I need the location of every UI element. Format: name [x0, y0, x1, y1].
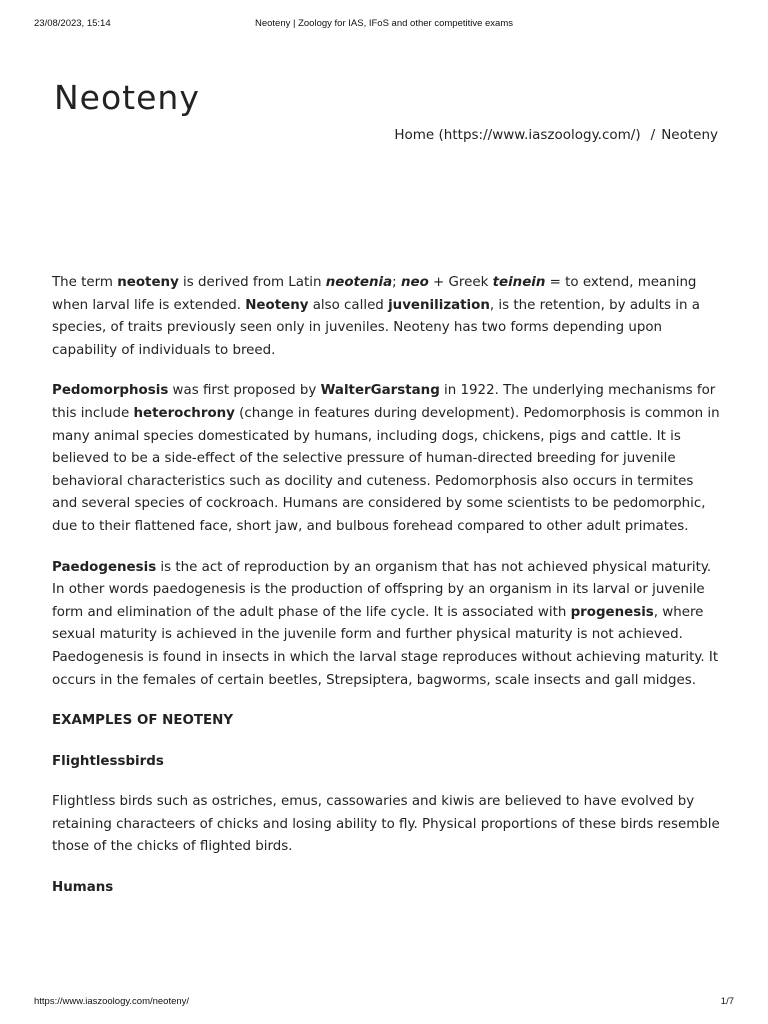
print-url: https://www.iaszoology.com/neoteny/: [34, 996, 190, 1007]
breadcrumb-separator: /: [650, 127, 656, 143]
term-juvenilization: juvenilization: [388, 297, 490, 313]
paragraph-paedogenesis: [52, 557, 722, 693]
term-pedomorphosis: Pedomorphosis: [52, 383, 169, 399]
paragraph-neoteny-definition: [52, 272, 722, 362]
text: The term: [52, 275, 118, 290]
text: (change in features during development). Pedomorphosis is common in many animal species domesticated by humans, including dogs, chickens, pigs and cattle. It is believed to be a side-effect of the selective pressure of human-directed breeding for juvenile behavioral characteristics such as docility and cuteness. Pedomorphosis also occurs in termites and several species of cockroach. Humans are considered by some scientists to be pedomorphic, due to their flattened face, short jaw, and bulbous forehead compared to other adult primates.: [52, 405, 720, 534]
term-paedogenesis: Paedogenesis: [52, 559, 157, 575]
paragraph-flightless-birds: Flightless birds such as ostriches, emus, cassowaries and kiwis are believed to have evolved by retaining characteers of chicks and losing ability to fly. Physical proportions of these birds resemble those of the chicks of flighted birds.: [52, 794, 720, 855]
page-title: Neoteny: [54, 78, 200, 117]
term-neotenia: neotenia: [325, 275, 393, 290]
term-heterochrony: heterochrony: [133, 405, 235, 421]
heading-flightless-birds: Flightlessbirds: [52, 753, 164, 769]
print-footer: [34, 996, 734, 1007]
breadcrumb: [394, 127, 718, 143]
paragraph-pedomorphosis: [52, 380, 722, 538]
article-content: [52, 272, 722, 918]
print-timestamp: 23/08/2023, 15:14: [34, 18, 111, 29]
text: ;: [392, 275, 401, 290]
breadcrumb-home-link[interactable]: Home (https://www.iaszoology.com/): [394, 127, 641, 143]
term-progenesis: progenesis: [570, 604, 654, 620]
text: also called: [308, 297, 389, 313]
print-document-title: Neoteny | Zoology for IAS, IFoS and other competitive exams: [254, 18, 514, 29]
text: was first proposed by: [168, 383, 321, 399]
term-walter-garstang: WalterGarstang: [320, 383, 440, 399]
text: is the act of reproduction by an organism that has not achieved physical maturity. In other words paedogenesis is the production of offspring by an organism in its larval or juvenile form and elimination of the adult phase of the life cycle. It is associated with: [52, 559, 712, 620]
print-page-number: 1/7: [720, 996, 734, 1007]
term-neoteny-2: Neoteny: [245, 297, 309, 313]
term-teinein: teinein: [492, 275, 546, 290]
text: is derived from Latin: [178, 275, 326, 290]
text: in 1922. The underlying mechanisms for this include: [52, 383, 716, 421]
text: , where sexual maturity is achieved in the juvenile form and further physical maturity is not achieved. Paedogenesis is found in insects in which the larval stage reproduces without achieving maturity. It occurs in the females of certain beetles, Strepsiptera, bagworms, scale insects and gall midges.: [52, 604, 719, 688]
text: , is the retention, by adults in a species, of traits previously seen only in juveniles. Neoteny has two forms depending upon capability of individuals to breed.: [52, 297, 700, 358]
term-neo: neo: [400, 275, 429, 290]
term-neoteny: neoteny: [117, 275, 179, 290]
text: = to extend, meaning when larval life is extended.: [52, 275, 697, 313]
heading-examples: EXAMPLES OF NEOTENY: [52, 713, 234, 729]
text: + Greek: [428, 275, 493, 290]
breadcrumb-current: Neoteny: [661, 127, 718, 143]
heading-humans: Humans: [52, 880, 114, 896]
